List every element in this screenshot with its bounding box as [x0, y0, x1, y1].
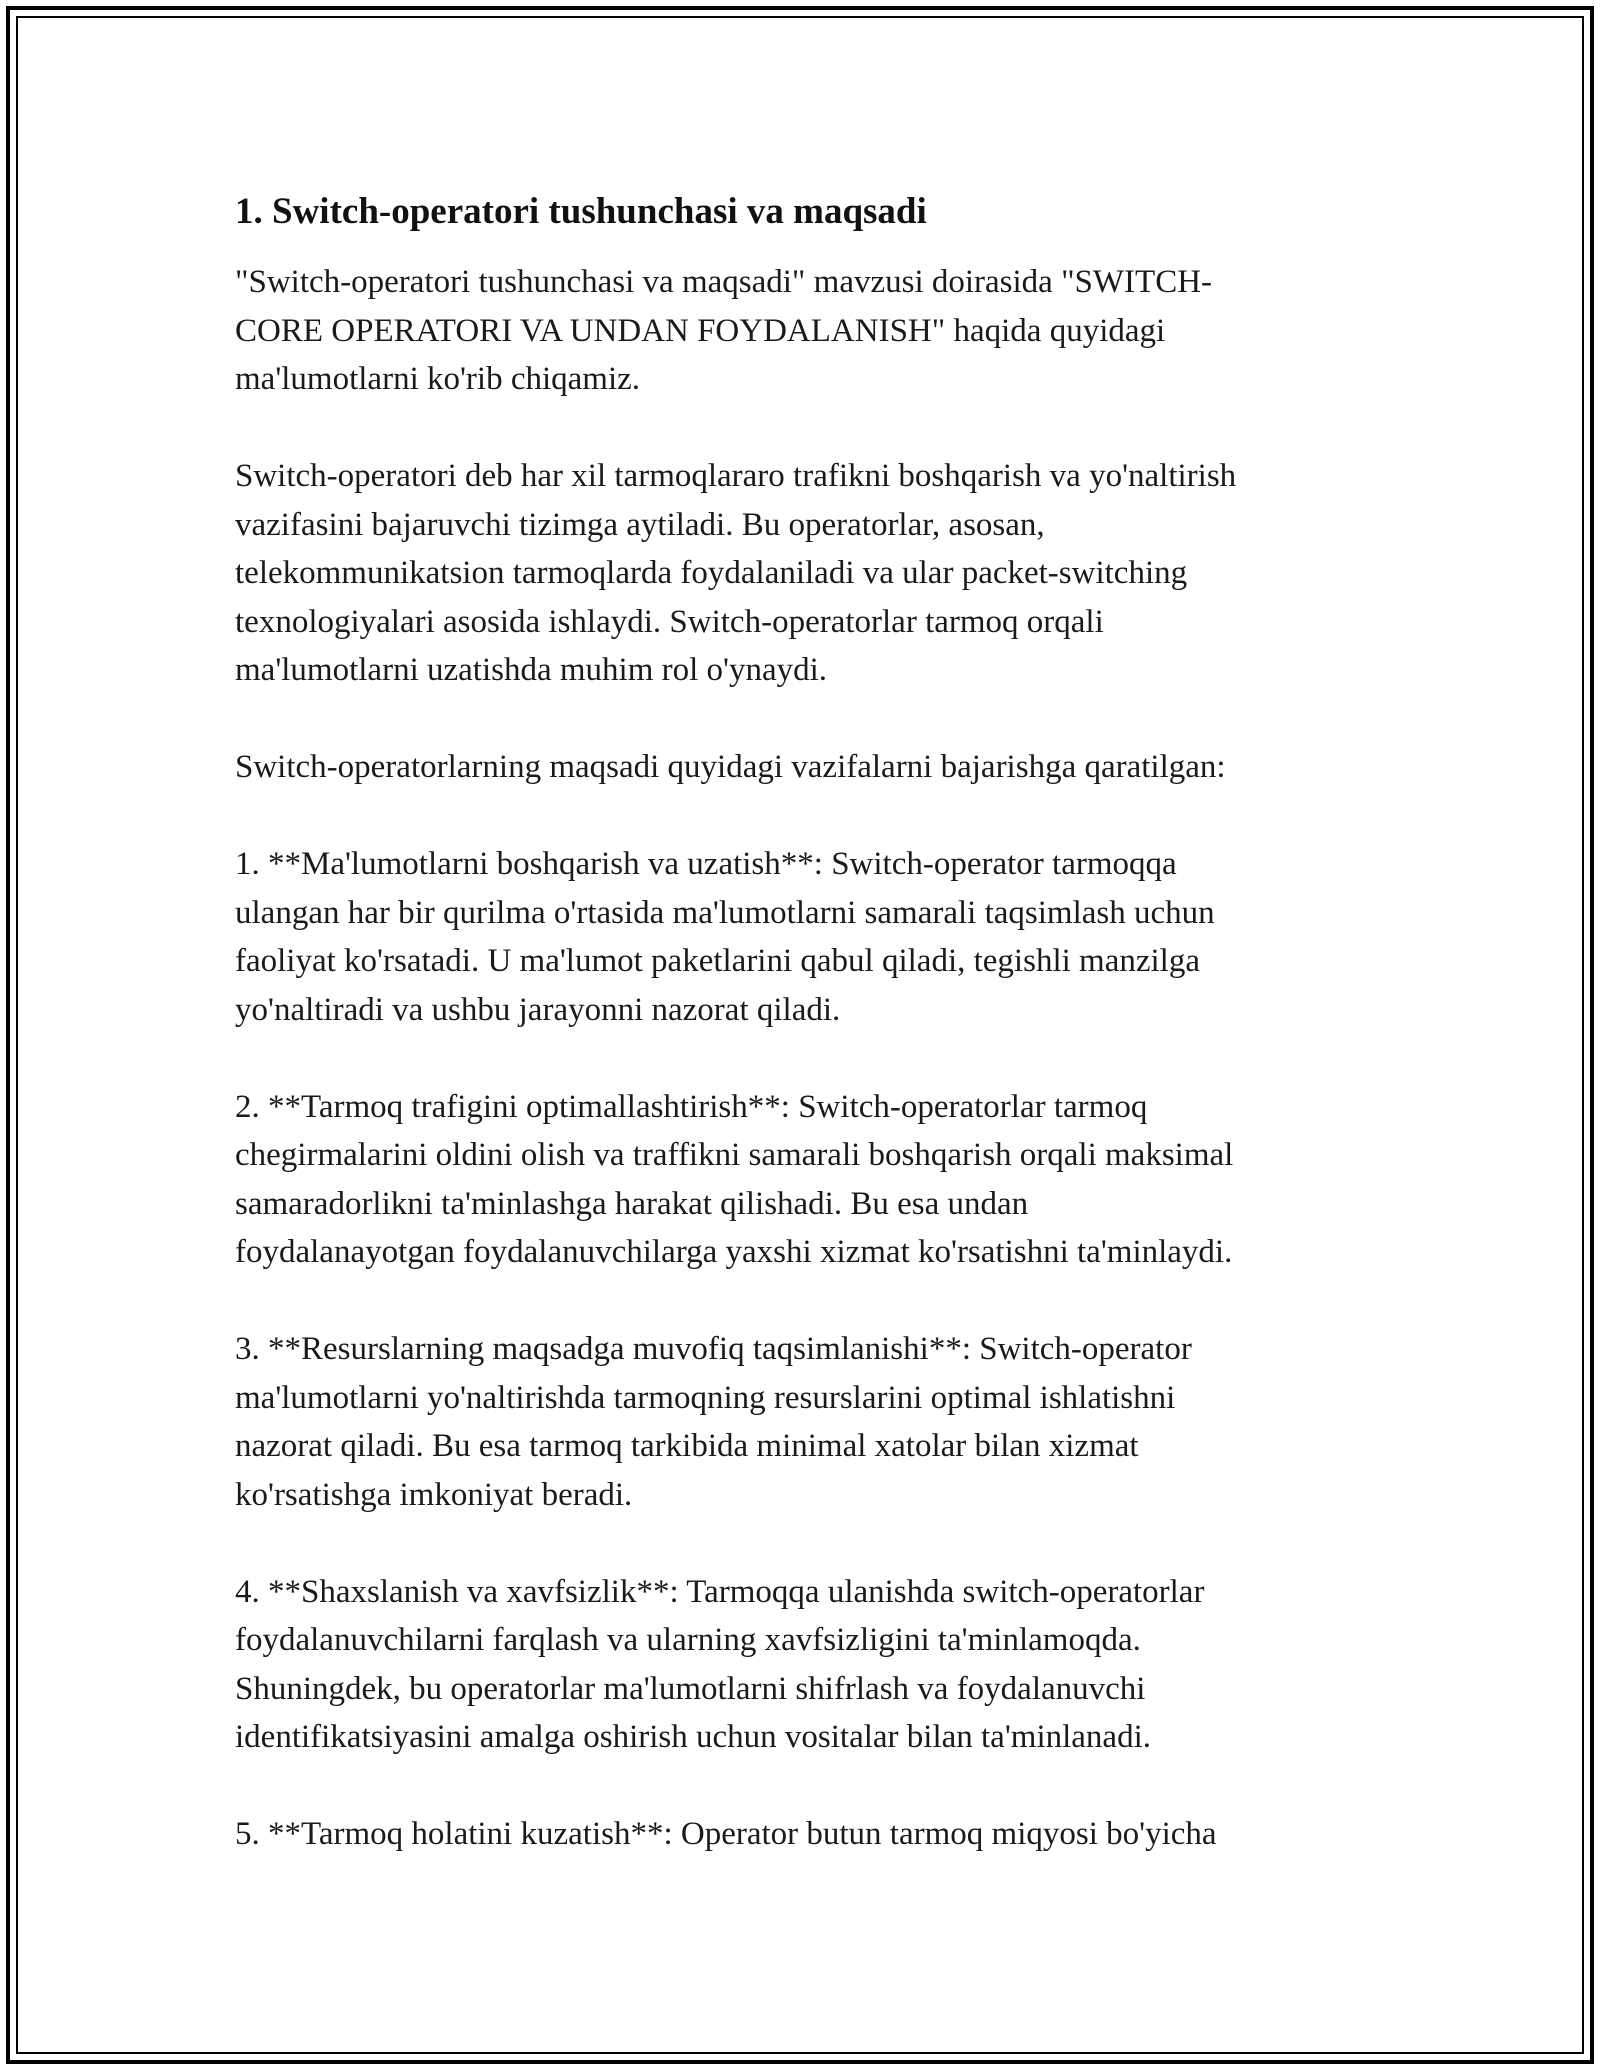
paragraph-purpose-lead: Switch-operatorlarning maqsadi quyidagi vazifalarni bajarishga qaratilgan: [235, 749, 1226, 785]
document-body [235, 188, 1365, 1859]
list-item-5: 5. **Tarmoq holatini kuzatish**: Operator butun tarmoq miqyosi bo'yicha [235, 1816, 1217, 1852]
section-heading: 1. Switch-operatori tushunchasi va maqsadi [235, 191, 927, 232]
list-item-4: 4. **Shaxslanish va xavfsizlik**: Tarmoqqa ulanishda switch-operatorlar foydalanuvchilarni farqlash va ularning xavfsizligini ta'minlamoqda. Shuningdek, bu operatorlar ma'lumotlarni shifrlash va foydalanuvchi identifikatsiyasini amalga oshirish uchun vositalar bilan ta'minlanadi. [235, 1573, 1205, 1755]
paragraph-definition: Switch-operatori deb har xil tarmoqlararo trafikni boshqarish va yo'naltirish vazifasini bajaruvchi tizimga aytiladi. Bu operatorlar, asosan, telekommunikatsion tarmoqlarda foydalaniladi va ular packet-switching texnologiyalari asosida ishlaydi. Switch-operatorlar tarmoq orqali ma'lumotlarni uzatishda muhim rol o'ynaydi. [235, 458, 1237, 688]
list-item-3: 3. **Resurslarning maqsadga muvofiq taqsimlanishi**: Switch-operator ma'lumotlarni yo'naltirishda tarmoqning resurslarini optimal ishlatishni nazorat qiladi. Bu esa tarmoq tarkibida minimal xatolar bilan xizmat ko'rsatishga imkoniyat beradi. [235, 1331, 1192, 1513]
paragraph-intro: "Switch-operatori tushunchasi va maqsadi" mavzusi doirasida "SWITCH- CORE OPERATORI VA UNDAN FOYDALANISH" haqida quyidagi ma'lumotlarni ko'rib chiqamiz. [235, 264, 1213, 397]
list-item-2: 2. **Tarmoq trafigini optimallashtirish**: Switch-operatorlar tarmoq chegirmalarini oldini olish va traffikni samarali boshqarish orqali maksimal samaradorlikni ta'minlashga harakat qilishadi. Bu esa undan foydalanayotgan foydalanuvchilarga yaxshi xizmat ko'rsatishni ta'minlaydi. [235, 1088, 1234, 1270]
list-item-1: 1. **Ma'lumotlarni boshqarish va uzatish**: Switch-operator tarmoqqa ulangan har bir qurilma o'rtasida ma'lumotlarni samarali taqsimlash uchun faoliyat ko'rsatadi. U ma'lumot paketlarini qabul qiladi, tegishli manzilga yo'naltiradi va ushbu jarayonni nazorat qiladi. [235, 846, 1215, 1028]
